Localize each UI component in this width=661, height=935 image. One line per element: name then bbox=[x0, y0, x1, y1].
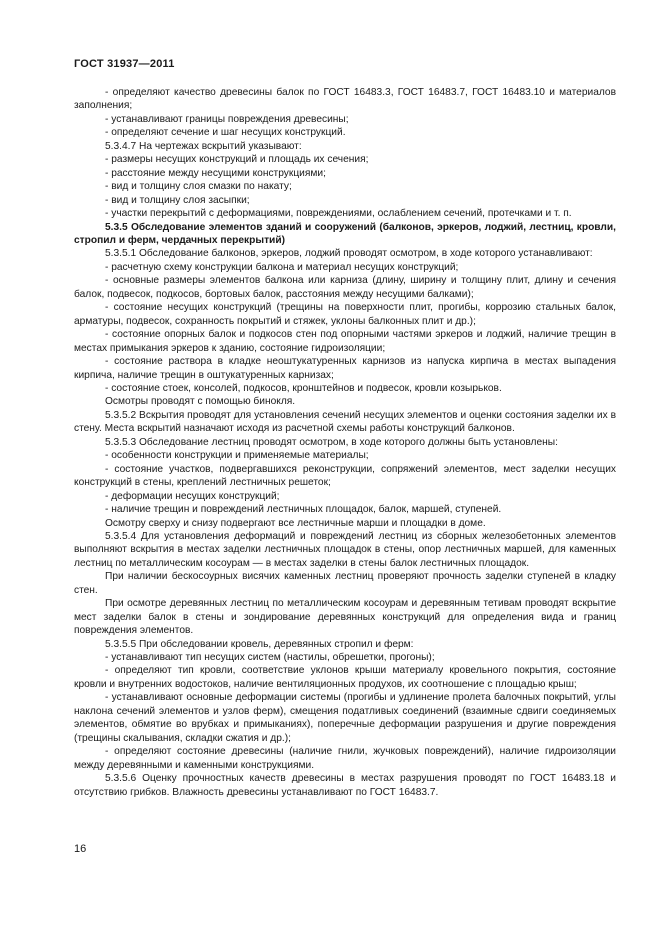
paragraph: - устанавливают тип несущих систем (настилы, обрешетки, прогоны); bbox=[105, 652, 435, 664]
paragraph: - определяют качество древесины балок по ГОСТ 16483.3, ГОСТ 16483.7, ГОСТ 16483.10 и материалов заполнения; bbox=[74, 87, 616, 112]
paragraph: Осмотру сверху и снизу подвергают все лестничные марши и площадки в доме. bbox=[105, 517, 486, 529]
paragraph: 5.3.5.1 Обследование балконов, эркеров, лоджий проводят осмотром, в ходе которого устанавливают: bbox=[105, 248, 593, 260]
paragraph: 5.3.5.5 При обследовании кровель, деревянных стропил и ферм: bbox=[105, 638, 414, 650]
paragraph: 5.3.5.3 Обследование лестниц проводят осмотром, в ходе которого должны быть установлены: bbox=[105, 436, 558, 448]
paragraph: - состояние опорных балок и подкосов стен под опорными частями эркеров и лоджий, наличие трещин в местах примыкания эркеров к зданию, состояние гидроизоляции; bbox=[74, 329, 616, 354]
paragraph: - вид и толщину слоя засыпки; bbox=[105, 194, 250, 206]
paragraph: При осмотре деревянных лестниц по металлическим косоурам и деревянным тетивам проводят вскрытие мест заделки балок в стены и зондирование деревянных конструкций для определения вида и границ повреждения элементов. bbox=[74, 598, 616, 637]
paragraph: - участки перекрытий с деформациями, повреждениями, ослаблением сечений, протечками и т. п. bbox=[105, 208, 572, 220]
paragraph: 5.3.5.4 Для установления деформаций и повреждений лестниц из сборных железобетонных элементов выполняют вскрытия в местах заделки лестничных площадок в стены, опор лестничных маршей, для каменных лестниц по металлическим косоурам — в местах заделки в стены балок лестничных площадок. bbox=[74, 530, 616, 569]
paragraph: - состояние участков, подвергавшихся реконструкции, сопряжений элементов, мест заделки несущих конструкций в стены, креплений лестничных решеток; bbox=[74, 463, 616, 489]
paragraph: - определяют сечение и шаг несущих конструкций. bbox=[105, 127, 346, 139]
paragraph: 5.3.5.2 Вскрытия проводят для установления сечений несущих элементов и оценки состояния заделки их в стену. Места вскрытий назначают исходя из расчетной схемы работы конструкций балконов. bbox=[74, 409, 616, 435]
paragraph: При наличии бескосоурных висячих каменных лестниц проверяют прочность заделки ступеней в кладку стен. bbox=[74, 571, 616, 596]
paragraph: - устанавливают границы повреждения древесины; bbox=[105, 113, 349, 125]
paragraph: - состояние несущих конструкций (трещины на поверхности плит, прогибы, коррозию стальных балок, арматуры, подвесок, сохранность покрытий и стяжек, уклоны балконных плит и др.); bbox=[74, 302, 616, 327]
paragraph: - основные размеры элементов балкона или карниза (длину, ширину и толщину плит, длину и сечения балок, подвесок, подкосов, бортовых балок, расстояния между несущими балками); bbox=[74, 275, 616, 300]
paragraph: - определяют состояние древесины (наличие гнили, жучковых повреждений), наличие гидроизоляции между деревянными и каменными конструкциями. bbox=[74, 746, 616, 771]
paragraph: - деформации несущих конструкций; bbox=[105, 490, 280, 502]
section-heading: 5.3.5 Обследование элементов зданий и сооружений (балконов, эркеров, лоджий, лестниц, кровли, стропил и ферм, чердачных перекрытий) bbox=[74, 221, 616, 246]
paragraph: - расчетную схему конструкции балкона и материал несущих конструкций; bbox=[105, 261, 459, 273]
paragraph: 5.3.5.6 Оценку прочностных качеств древесины в местах разрушения проводят по ГОСТ 16483.18 и отсутствию грибков. Влажность древесины устанавливают по ГОСТ 16483.7. bbox=[74, 773, 616, 798]
paragraph: - определяют тип кровли, соответствие уклонов крыши материалу кровельного покрытия, состояние кровли и внутренних водостоков, наличие вентиляционных продухов, их соотношение с площадью крыш; bbox=[74, 665, 616, 690]
paragraph: - расстояние между несущими конструкциями; bbox=[105, 167, 326, 179]
paragraph: - наличие трещин и повреждений лестничных площадок, балок, маршей, ступеней. bbox=[105, 504, 502, 516]
paragraph: - особенности конструкции и применяемые материалы; bbox=[105, 450, 369, 462]
page-number: 16 bbox=[74, 843, 87, 855]
paragraph: - состояние раствора в кладке неоштукатуренных карнизов из напуска кирпича в местах выпадения кирпича, наличие трещин в оштукатуренных карнизах; bbox=[74, 356, 616, 381]
paragraph: - вид и толщину слоя смазки по накату; bbox=[105, 181, 292, 193]
paragraph: Осмотры проводят с помощью бинокля. bbox=[105, 396, 296, 408]
paragraph: - устанавливают основные деформации системы (прогибы и удлинение пролета балочных покрытий, углы наклона сечений элементов и узлов ферм), смещения податливых соединений (взаимные сдвиги соединяемых элементов, обмятие во врубках и примыканиях), поперечные деформации разрушения и другие повреждения (трещины скалывания, складки сжатия и др.); bbox=[74, 692, 616, 744]
paragraph: - состояние стоек, консолей, подкосов, кронштейнов и подвесок, кровли козырьков. bbox=[105, 382, 502, 394]
paragraph: - размеры несущих конструкций и площадь их сечения; bbox=[105, 154, 369, 166]
document-body bbox=[74, 86, 616, 799]
paragraph: 5.3.4.7 На чертежах вскрытий указывают: bbox=[105, 140, 302, 152]
document-header: ГОСТ 31937—2011 bbox=[74, 58, 175, 70]
